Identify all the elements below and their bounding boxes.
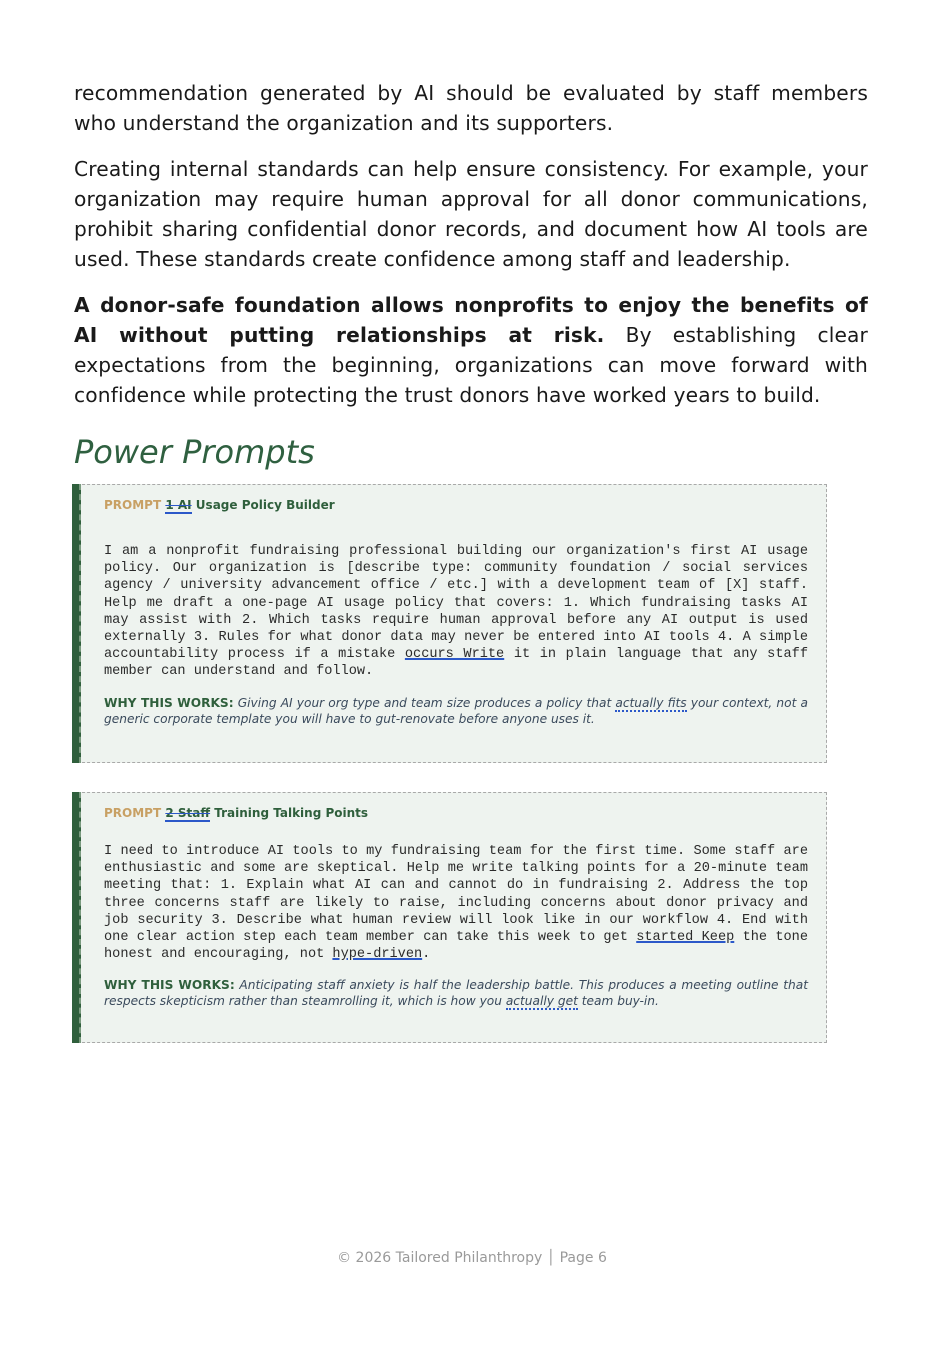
prompt-card-2 bbox=[72, 792, 827, 1043]
prompt-title-text: Usage Policy Builder bbox=[191, 498, 335, 512]
accent-bar bbox=[72, 484, 81, 763]
emphasis-text: A donor-safe foundation allows nonprofits to enjoy the benefits of AI without putting relationships at risk. bbox=[74, 293, 868, 347]
grammar-mark: actually fits bbox=[615, 695, 687, 710]
why-text: Giving AI your org type and team size produces a policy that bbox=[233, 695, 616, 710]
why-label: WHY THIS WORKS: bbox=[104, 978, 235, 993]
body-paragraph-1: recommendation generated by AI should be evaluated by staff members who understand the organization and its supporters. bbox=[74, 81, 868, 135]
prompt-text-part: I am a nonprofit fundraising professional building our organization's first AI usage policy. Our organization is [describe type: community foundation / social services agency / university advancement office / etc.] with a development team of [X] staff. Help me draft a one-page AI usage policy that covers: 1. Which fundraising tasks AI may assist with 2. Which tasks require human approval before any AI output is used externally 3. Rules for what donor data may never be entered into AI tools 4. A simple accountability process if a mistake bbox=[104, 544, 808, 663]
prompt-card-1 bbox=[72, 484, 827, 763]
body-paragraph-2: Creating internal standards can help ensure consistency. For example, your organization may require human approval for all donor communications, prohibit sharing confidential donor records, and document how AI tools are used. These standards create confidence among staff and leadership. bbox=[74, 157, 868, 271]
prompt-text-part: it in plain language that any staff member can understand and follow. bbox=[104, 647, 808, 680]
why-text: your context, not a generic corporate template you will have to gut-renovate before anyone uses it. bbox=[104, 695, 808, 726]
grammar-mark: actually get bbox=[505, 994, 578, 1009]
prompt-text-part: I need to introduce AI tools to my fundraising team for the first time. Some staff are enthusiastic and some are skeptical. Help me write talking points for a 20-minute team meeting that: 1. Explain what AI can and cannot do in fundraising 2. Address the top three concerns staff are likely to raise, including concerns about donor privacy and job security 3. Describe what human review will look like in our workflow 4. End with one clear action step each team member can take this week to get bbox=[104, 844, 808, 946]
why-label: WHY THIS WORKS: bbox=[104, 695, 234, 710]
why-text: Anticipating staff anxiety is half the leadership battle. This produces a meeting outline that respects skepticism rather than steamrolling it, which is how you bbox=[104, 978, 808, 1009]
prompt-text bbox=[104, 543, 808, 681]
prompt-title-text: Training Talking Points bbox=[210, 806, 369, 820]
spellcheck-mark: hype-driven bbox=[332, 947, 423, 963]
body-paragraph-3-rest: By establishing clear expectations from the beginning, organizations can move forward with confidence while protecting the trust donors have worked years to build. bbox=[74, 323, 868, 407]
why-this-works bbox=[104, 977, 808, 1009]
page-footer: © 2026 Tailored Philanthropy │ Page 6 bbox=[337, 1250, 607, 1266]
prompt-label: PROMPT bbox=[104, 806, 166, 820]
prompt-number: 1 AI bbox=[165, 498, 192, 512]
why-this-works bbox=[104, 695, 808, 727]
prompt-title bbox=[104, 805, 808, 821]
prompt-title bbox=[104, 497, 808, 513]
section-heading: Power Prompts bbox=[74, 433, 315, 471]
body-paragraph-3 bbox=[74, 290, 868, 410]
spellcheck-mark: occurs Write bbox=[404, 647, 505, 663]
prompt-number: 2 Staff bbox=[165, 806, 211, 820]
prompt-text bbox=[104, 843, 808, 963]
prompt-label: PROMPT bbox=[104, 498, 166, 512]
page-content bbox=[74, 78, 868, 490]
prompt-text-part: the tone honest and encouraging, not bbox=[104, 930, 808, 963]
spellcheck-mark: started Keep bbox=[636, 930, 735, 946]
accent-bar bbox=[72, 792, 81, 1043]
why-text: team buy-in. bbox=[577, 994, 659, 1009]
prompt-text-part: . bbox=[422, 947, 431, 963]
